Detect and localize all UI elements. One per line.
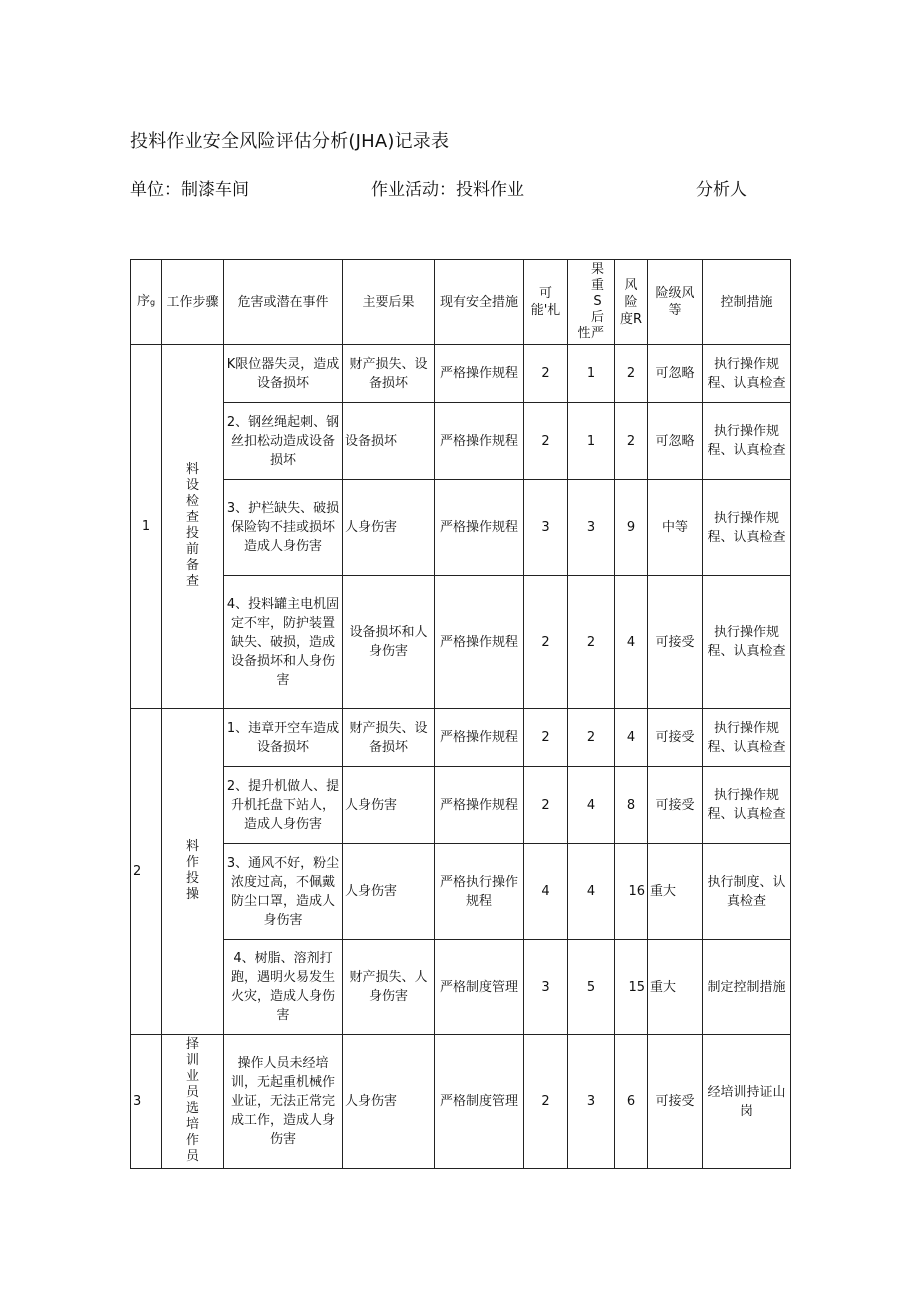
hazard-cell: 3、通风不好，粉尘浓度过高，不佩戴防尘口罩，造成人身伤害: [224, 844, 343, 940]
level-cell: 可接受: [648, 576, 703, 709]
consequence-cell: 财产损失、设备损坏: [343, 345, 435, 403]
risk-cell: 4: [615, 576, 648, 709]
consequence-cell: 人身伤害: [343, 767, 435, 844]
header-likelihood: 可能'札: [524, 260, 568, 345]
table-row: [131, 345, 791, 403]
likelihood-cell: 2: [524, 709, 568, 767]
step-cell: 料设检查投前备查: [162, 345, 224, 709]
risk-cell: 2: [615, 345, 648, 403]
measures-cell: 严格操作规程: [435, 767, 524, 844]
level-cell: 重大: [648, 940, 703, 1035]
likelihood-cell: 2: [524, 767, 568, 844]
control-cell: 执行操作规程、认真检查: [703, 403, 791, 480]
level-cell: 可忽略: [648, 345, 703, 403]
likelihood-cell: 2: [524, 576, 568, 709]
header-step: 工作步骤: [162, 260, 224, 345]
control-cell: 执行操作规程、认真检查: [703, 576, 791, 709]
header-measures: 现有安全措施: [435, 260, 524, 345]
consequence-cell: 财产损失、设备损坏: [343, 709, 435, 767]
table-row: [131, 767, 791, 844]
severity-cell: 5: [568, 940, 615, 1035]
consequence-cell: 财产损失、人身伤害: [343, 940, 435, 1035]
control-cell: 执行制度、认真检查: [703, 844, 791, 940]
header-severity: 性果重S后严: [568, 260, 615, 345]
control-cell: 制定控制措施: [703, 940, 791, 1035]
header-control: 控制措施: [703, 260, 791, 345]
risk-cell: 6: [615, 1035, 648, 1169]
severity-cell: 2: [568, 709, 615, 767]
control-cell: 执行操作规程、认真检查: [703, 767, 791, 844]
consequence-cell: 人身伤害: [343, 844, 435, 940]
table-row: [131, 844, 791, 940]
control-cell: 执行操作规程、认真检查: [703, 345, 791, 403]
step-cell: 择训业员选培作员: [162, 1035, 224, 1169]
risk-cell: 16: [615, 844, 648, 940]
measures-cell: 严格操作规程: [435, 403, 524, 480]
control-cell: 经培训持证山岗: [703, 1035, 791, 1169]
measures-cell: 严格操作规程: [435, 709, 524, 767]
likelihood-cell: 4: [524, 844, 568, 940]
likelihood-cell: 2: [524, 1035, 568, 1169]
severity-cell: 4: [568, 767, 615, 844]
analyst-label: 分析人: [696, 180, 747, 200]
header-hazard: 危害或潜在事件: [224, 260, 343, 345]
hazard-cell: 3、护栏缺失、破损保险钩不挂或损坏造成人身伤害: [224, 480, 343, 576]
consequence-cell: 设备损坏: [343, 403, 435, 480]
table-row: [131, 576, 791, 709]
measures-cell: 严格执行操作规程: [435, 844, 524, 940]
document-title: 投料作业安全风险评估分析(JHA)记录表: [130, 131, 450, 152]
consequence-cell: 设备损坏和人身伤害: [343, 576, 435, 709]
likelihood-cell: 2: [524, 345, 568, 403]
level-cell: 可忽略: [648, 403, 703, 480]
level-cell: 可接受: [648, 767, 703, 844]
control-cell: 执行操作规程、认真检查: [703, 709, 791, 767]
hazard-cell: K限位器失灵，造成设备损坏: [224, 345, 343, 403]
risk-cell: 9: [615, 480, 648, 576]
hazard-cell: 2、钢丝绳起刺、钢丝扣松动造成设备损坏: [224, 403, 343, 480]
table-row: [131, 403, 791, 480]
header-seq: 序g: [131, 260, 162, 345]
table-row: [131, 1035, 791, 1169]
likelihood-cell: 2: [524, 403, 568, 480]
seq-cell: 3: [131, 1035, 162, 1169]
severity-cell: 4: [568, 844, 615, 940]
header-consequence: 主要后果: [343, 260, 435, 345]
control-cell: 执行操作规程、认真检查: [703, 480, 791, 576]
level-cell: 可接受: [648, 709, 703, 767]
unit-label: 单位：制漆车间: [130, 180, 249, 200]
hazard-cell: 4、树脂、溶剂打跑，遇明火易发生火灾，造成人身伤害: [224, 940, 343, 1035]
risk-cell: 15: [615, 940, 648, 1035]
measures-cell: 严格制度管理: [435, 940, 524, 1035]
hazard-cell: 1、违章开空车造成设备损坏: [224, 709, 343, 767]
severity-cell: 2: [568, 576, 615, 709]
activity-label: 作业活动：投料作业: [371, 180, 524, 200]
likelihood-cell: 3: [524, 940, 568, 1035]
consequence-cell: 人身伤害: [343, 480, 435, 576]
risk-cell: 2: [615, 403, 648, 480]
measures-cell: 严格操作规程: [435, 576, 524, 709]
likelihood-cell: 3: [524, 480, 568, 576]
consequence-cell: 人身伤害: [343, 1035, 435, 1169]
level-cell: 中等: [648, 480, 703, 576]
hazard-cell: 4、投料罐主电机固定不牢，防护装置缺失、破损，造成设备损坏和人身伤害: [224, 576, 343, 709]
level-cell: 可接受: [648, 1035, 703, 1169]
risk-cell: 8: [615, 767, 648, 844]
step-cell: 料作投操: [162, 709, 224, 1035]
header-risk: 风险度R: [615, 260, 648, 345]
level-cell: 重大: [648, 844, 703, 940]
measures-cell: 严格操作规程: [435, 480, 524, 576]
severity-cell: 3: [568, 480, 615, 576]
header-row: [131, 260, 791, 345]
jha-table: [130, 259, 791, 1169]
risk-cell: 4: [615, 709, 648, 767]
table-row: [131, 480, 791, 576]
table-row: [131, 940, 791, 1035]
seq-cell: 2: [131, 709, 162, 1035]
measures-cell: 严格操作规程: [435, 345, 524, 403]
hazard-cell: 操作人员未经培训，无起重机械作业证，无法正常完成工作，造成人身伤害: [224, 1035, 343, 1169]
seq-cell: 1: [131, 345, 162, 709]
severity-cell: 1: [568, 345, 615, 403]
severity-cell: 1: [568, 403, 615, 480]
severity-cell: 3: [568, 1035, 615, 1169]
table-row: [131, 709, 791, 767]
header-level: 险级风等: [648, 260, 703, 345]
hazard-cell: 2、提升机做人、提升机托盘下站人，造成人身伤害: [224, 767, 343, 844]
measures-cell: 严格制度管理: [435, 1035, 524, 1169]
